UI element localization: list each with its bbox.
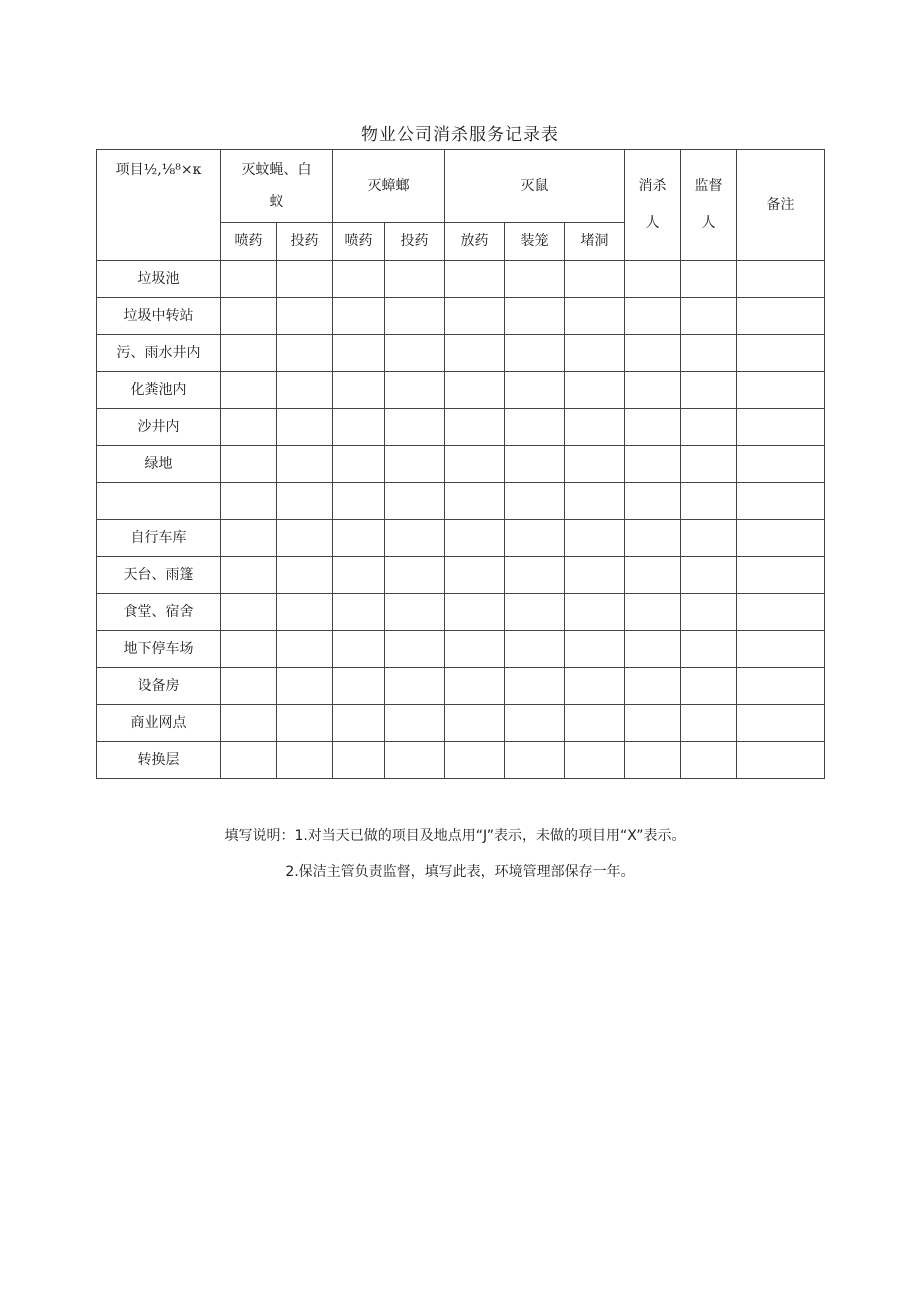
table-row xyxy=(97,335,825,372)
mosquito-bait-cell[interactable] xyxy=(277,261,333,298)
cockroach-bait-cell[interactable] xyxy=(385,594,445,631)
rat-hole-cell[interactable] xyxy=(565,631,625,668)
rat-poison-cell[interactable] xyxy=(445,631,505,668)
table-row xyxy=(97,594,825,631)
mosquito-bait-cell[interactable] xyxy=(277,483,333,520)
supervisor-cell[interactable] xyxy=(681,409,737,446)
remarks-cell[interactable] xyxy=(737,483,825,520)
header-cockroach: 灭蟑螂 xyxy=(333,150,445,223)
row-location-label: 化粪池内 xyxy=(97,372,221,409)
rat-poison-cell[interactable] xyxy=(445,335,505,372)
mosquito-spray-cell[interactable] xyxy=(221,409,277,446)
record-rows xyxy=(97,261,825,779)
exterminator-cell[interactable] xyxy=(625,409,681,446)
cockroach-spray-cell[interactable] xyxy=(333,631,385,668)
supervisor-cell[interactable] xyxy=(681,705,737,742)
rat-hole-cell[interactable] xyxy=(565,742,625,779)
cockroach-bait-cell[interactable] xyxy=(385,446,445,483)
rat-cage-cell[interactable] xyxy=(505,705,565,742)
document-title: 物业公司消杀服务记录表 xyxy=(361,125,559,145)
mosquito-bait-cell[interactable] xyxy=(277,335,333,372)
remarks-cell[interactable] xyxy=(737,372,825,409)
mosquito-bait-cell[interactable] xyxy=(277,520,333,557)
exterminator-cell[interactable] xyxy=(625,261,681,298)
exterminator-cell[interactable] xyxy=(625,557,681,594)
exterminator-cell[interactable] xyxy=(625,446,681,483)
exterminator-cell[interactable] xyxy=(625,372,681,409)
header-rat: 灭鼠 xyxy=(445,150,625,223)
supervisor-cell[interactable] xyxy=(681,520,737,557)
rat-cage-cell[interactable] xyxy=(505,668,565,705)
table-row xyxy=(97,668,825,705)
mosquito-bait-cell[interactable] xyxy=(277,631,333,668)
header-mosquito-termite: 灭蚊蝇、白蚁 xyxy=(221,150,333,223)
rat-cage-cell[interactable] xyxy=(505,409,565,446)
rat-poison-cell[interactable] xyxy=(445,372,505,409)
header-exterminator: 消杀人 xyxy=(625,150,681,261)
remarks-cell[interactable] xyxy=(737,742,825,779)
mosquito-spray-cell[interactable] xyxy=(221,631,277,668)
row-location-label: 沙井内 xyxy=(97,409,221,446)
remarks-cell[interactable] xyxy=(737,298,825,335)
header-remarks: 备注 xyxy=(737,150,825,261)
mosquito-spray-cell[interactable] xyxy=(221,335,277,372)
mosquito-spray-cell[interactable] xyxy=(221,372,277,409)
rat-cage-cell[interactable] xyxy=(505,335,565,372)
remarks-cell[interactable] xyxy=(737,520,825,557)
remarks-cell[interactable] xyxy=(737,409,825,446)
mosquito-bait-cell[interactable] xyxy=(277,372,333,409)
header-mosquito-spray: 喷药 xyxy=(221,223,277,261)
supervisor-cell[interactable] xyxy=(681,742,737,779)
rat-poison-cell[interactable] xyxy=(445,483,505,520)
remarks-cell[interactable] xyxy=(737,705,825,742)
mosquito-spray-cell[interactable] xyxy=(221,668,277,705)
supervisor-cell[interactable] xyxy=(681,372,737,409)
cockroach-bait-cell[interactable] xyxy=(385,261,445,298)
cockroach-bait-cell[interactable] xyxy=(385,557,445,594)
rat-poison-cell[interactable] xyxy=(445,594,505,631)
mosquito-bait-cell[interactable] xyxy=(277,298,333,335)
supervisor-cell[interactable] xyxy=(681,594,737,631)
cockroach-bait-cell[interactable] xyxy=(385,372,445,409)
table-row xyxy=(97,631,825,668)
exterminator-cell[interactable] xyxy=(625,594,681,631)
cockroach-bait-cell[interactable] xyxy=(385,520,445,557)
cockroach-spray-cell[interactable] xyxy=(333,298,385,335)
remarks-cell[interactable] xyxy=(737,557,825,594)
rat-poison-cell[interactable] xyxy=(445,409,505,446)
row-location-label: 自行车库 xyxy=(97,520,221,557)
supervisor-cell[interactable] xyxy=(681,668,737,705)
rat-cage-cell[interactable] xyxy=(505,261,565,298)
mosquito-bait-cell[interactable] xyxy=(277,705,333,742)
cockroach-spray-cell[interactable] xyxy=(333,261,385,298)
cockroach-bait-cell[interactable] xyxy=(385,409,445,446)
table-row xyxy=(97,742,825,779)
instructions-line-2: 2.保洁主管负责监督，填写此表，环境管理部保存一年。 xyxy=(285,864,635,880)
rat-hole-cell[interactable] xyxy=(565,483,625,520)
mosquito-bait-cell[interactable] xyxy=(277,742,333,779)
mosquito-spray-cell[interactable] xyxy=(221,483,277,520)
row-location-label: 垃圾池 xyxy=(97,261,221,298)
header-item: 项目½,⅛⁸×κ xyxy=(97,150,221,261)
rat-hole-cell[interactable] xyxy=(565,705,625,742)
remarks-cell[interactable] xyxy=(737,594,825,631)
rat-poison-cell[interactable] xyxy=(445,668,505,705)
cockroach-bait-cell[interactable] xyxy=(385,705,445,742)
mosquito-bait-cell[interactable] xyxy=(277,446,333,483)
rat-hole-cell[interactable] xyxy=(565,557,625,594)
remarks-cell[interactable] xyxy=(737,446,825,483)
mosquito-spray-cell[interactable] xyxy=(221,705,277,742)
exterminator-cell[interactable] xyxy=(625,520,681,557)
row-location-label: 污、雨水井内 xyxy=(97,335,221,372)
exterminator-cell[interactable] xyxy=(625,298,681,335)
remarks-cell[interactable] xyxy=(737,631,825,668)
header-rat-poison: 放药 xyxy=(445,223,505,261)
table-row xyxy=(97,298,825,335)
row-location-label: 转换层 xyxy=(97,742,221,779)
mosquito-bait-cell[interactable] xyxy=(277,594,333,631)
rat-cage-cell[interactable] xyxy=(505,520,565,557)
cockroach-spray-cell[interactable] xyxy=(333,335,385,372)
mosquito-bait-cell[interactable] xyxy=(277,668,333,705)
cockroach-bait-cell[interactable] xyxy=(385,742,445,779)
header-cockroach-spray: 喷药 xyxy=(333,223,385,261)
cockroach-spray-cell[interactable] xyxy=(333,742,385,779)
remarks-cell[interactable] xyxy=(737,668,825,705)
header-cockroach-bait: 投药 xyxy=(385,223,445,261)
mosquito-spray-cell[interactable] xyxy=(221,298,277,335)
rat-cage-cell[interactable] xyxy=(505,372,565,409)
header-supervisor: 监督人 xyxy=(681,150,737,261)
cockroach-spray-cell[interactable] xyxy=(333,594,385,631)
supervisor-cell[interactable] xyxy=(681,631,737,668)
cockroach-spray-cell[interactable] xyxy=(333,557,385,594)
table-row xyxy=(97,705,825,742)
cockroach-spray-cell[interactable] xyxy=(333,372,385,409)
rat-hole-cell[interactable] xyxy=(565,335,625,372)
rat-hole-cell[interactable] xyxy=(565,298,625,335)
mosquito-spray-cell[interactable] xyxy=(221,594,277,631)
cockroach-spray-cell[interactable] xyxy=(333,705,385,742)
remarks-cell[interactable] xyxy=(737,261,825,298)
cockroach-bait-cell[interactable] xyxy=(385,335,445,372)
mosquito-spray-cell[interactable] xyxy=(221,261,277,298)
rat-hole-cell[interactable] xyxy=(565,446,625,483)
cockroach-bait-cell[interactable] xyxy=(385,483,445,520)
supervisor-cell[interactable] xyxy=(681,335,737,372)
table-row xyxy=(97,261,825,298)
rat-hole-cell[interactable] xyxy=(565,594,625,631)
rat-poison-cell[interactable] xyxy=(445,705,505,742)
rat-cage-cell[interactable] xyxy=(505,742,565,779)
supervisor-cell[interactable] xyxy=(681,261,737,298)
rat-hole-cell[interactable] xyxy=(565,520,625,557)
rat-cage-cell[interactable] xyxy=(505,631,565,668)
mosquito-spray-cell[interactable] xyxy=(221,557,277,594)
rat-cage-cell[interactable] xyxy=(505,557,565,594)
supervisor-cell[interactable] xyxy=(681,483,737,520)
rat-hole-cell[interactable] xyxy=(565,409,625,446)
supervisor-cell[interactable] xyxy=(681,446,737,483)
instructions-line-1: 填写说明：1.对当天已做的项目及地点用“J”表示，未做的项目用“X”表示。 xyxy=(224,828,686,844)
exterminator-cell[interactable] xyxy=(625,705,681,742)
rat-poison-cell[interactable] xyxy=(445,298,505,335)
cockroach-bait-cell[interactable] xyxy=(385,631,445,668)
table-row xyxy=(97,446,825,483)
rat-cage-cell[interactable] xyxy=(505,483,565,520)
exterminator-cell[interactable] xyxy=(625,631,681,668)
row-location-label: 绿地 xyxy=(97,446,221,483)
header-rat-hole: 堵洞 xyxy=(565,223,625,261)
table-row xyxy=(97,557,825,594)
rat-hole-cell[interactable] xyxy=(565,668,625,705)
mosquito-bait-cell[interactable] xyxy=(277,409,333,446)
row-location-label: 商业网点 xyxy=(97,705,221,742)
rat-poison-cell[interactable] xyxy=(445,446,505,483)
mosquito-spray-cell[interactable] xyxy=(221,520,277,557)
exterminator-cell[interactable] xyxy=(625,335,681,372)
cockroach-bait-cell[interactable] xyxy=(385,668,445,705)
table-row xyxy=(97,372,825,409)
row-location-label: 设备房 xyxy=(97,668,221,705)
cockroach-spray-cell[interactable] xyxy=(333,668,385,705)
mosquito-bait-cell[interactable] xyxy=(277,557,333,594)
row-location-label: 食堂、宿舍 xyxy=(97,594,221,631)
cockroach-spray-cell[interactable] xyxy=(333,483,385,520)
remarks-cell[interactable] xyxy=(737,335,825,372)
rat-poison-cell[interactable] xyxy=(445,261,505,298)
cockroach-bait-cell[interactable] xyxy=(385,298,445,335)
row-location-label: 垃圾中转站 xyxy=(97,298,221,335)
cockroach-spray-cell[interactable] xyxy=(333,409,385,446)
rat-poison-cell[interactable] xyxy=(445,742,505,779)
rat-hole-cell[interactable] xyxy=(565,372,625,409)
header-rat-cage: 装笼 xyxy=(505,223,565,261)
cockroach-spray-cell[interactable] xyxy=(333,446,385,483)
rat-cage-cell[interactable] xyxy=(505,446,565,483)
exterminator-cell[interactable] xyxy=(625,742,681,779)
rat-poison-cell[interactable] xyxy=(445,520,505,557)
mosquito-spray-cell[interactable] xyxy=(221,446,277,483)
row-location-label: 地下停车场 xyxy=(97,631,221,668)
row-location-label xyxy=(97,483,221,520)
mosquito-spray-cell[interactable] xyxy=(221,742,277,779)
cockroach-spray-cell[interactable] xyxy=(333,520,385,557)
pest-control-record-table xyxy=(96,149,825,779)
rat-poison-cell[interactable] xyxy=(445,557,505,594)
row-location-label: 天台、雨篷 xyxy=(97,557,221,594)
table-row xyxy=(97,483,825,520)
rat-hole-cell[interactable] xyxy=(565,261,625,298)
table-row xyxy=(97,409,825,446)
rat-cage-cell[interactable] xyxy=(505,594,565,631)
supervisor-cell[interactable] xyxy=(681,557,737,594)
header-mosquito-bait: 投药 xyxy=(277,223,333,261)
table-row xyxy=(97,520,825,557)
exterminator-cell[interactable] xyxy=(625,668,681,705)
exterminator-cell[interactable] xyxy=(625,483,681,520)
supervisor-cell[interactable] xyxy=(681,298,737,335)
rat-cage-cell[interactable] xyxy=(505,298,565,335)
